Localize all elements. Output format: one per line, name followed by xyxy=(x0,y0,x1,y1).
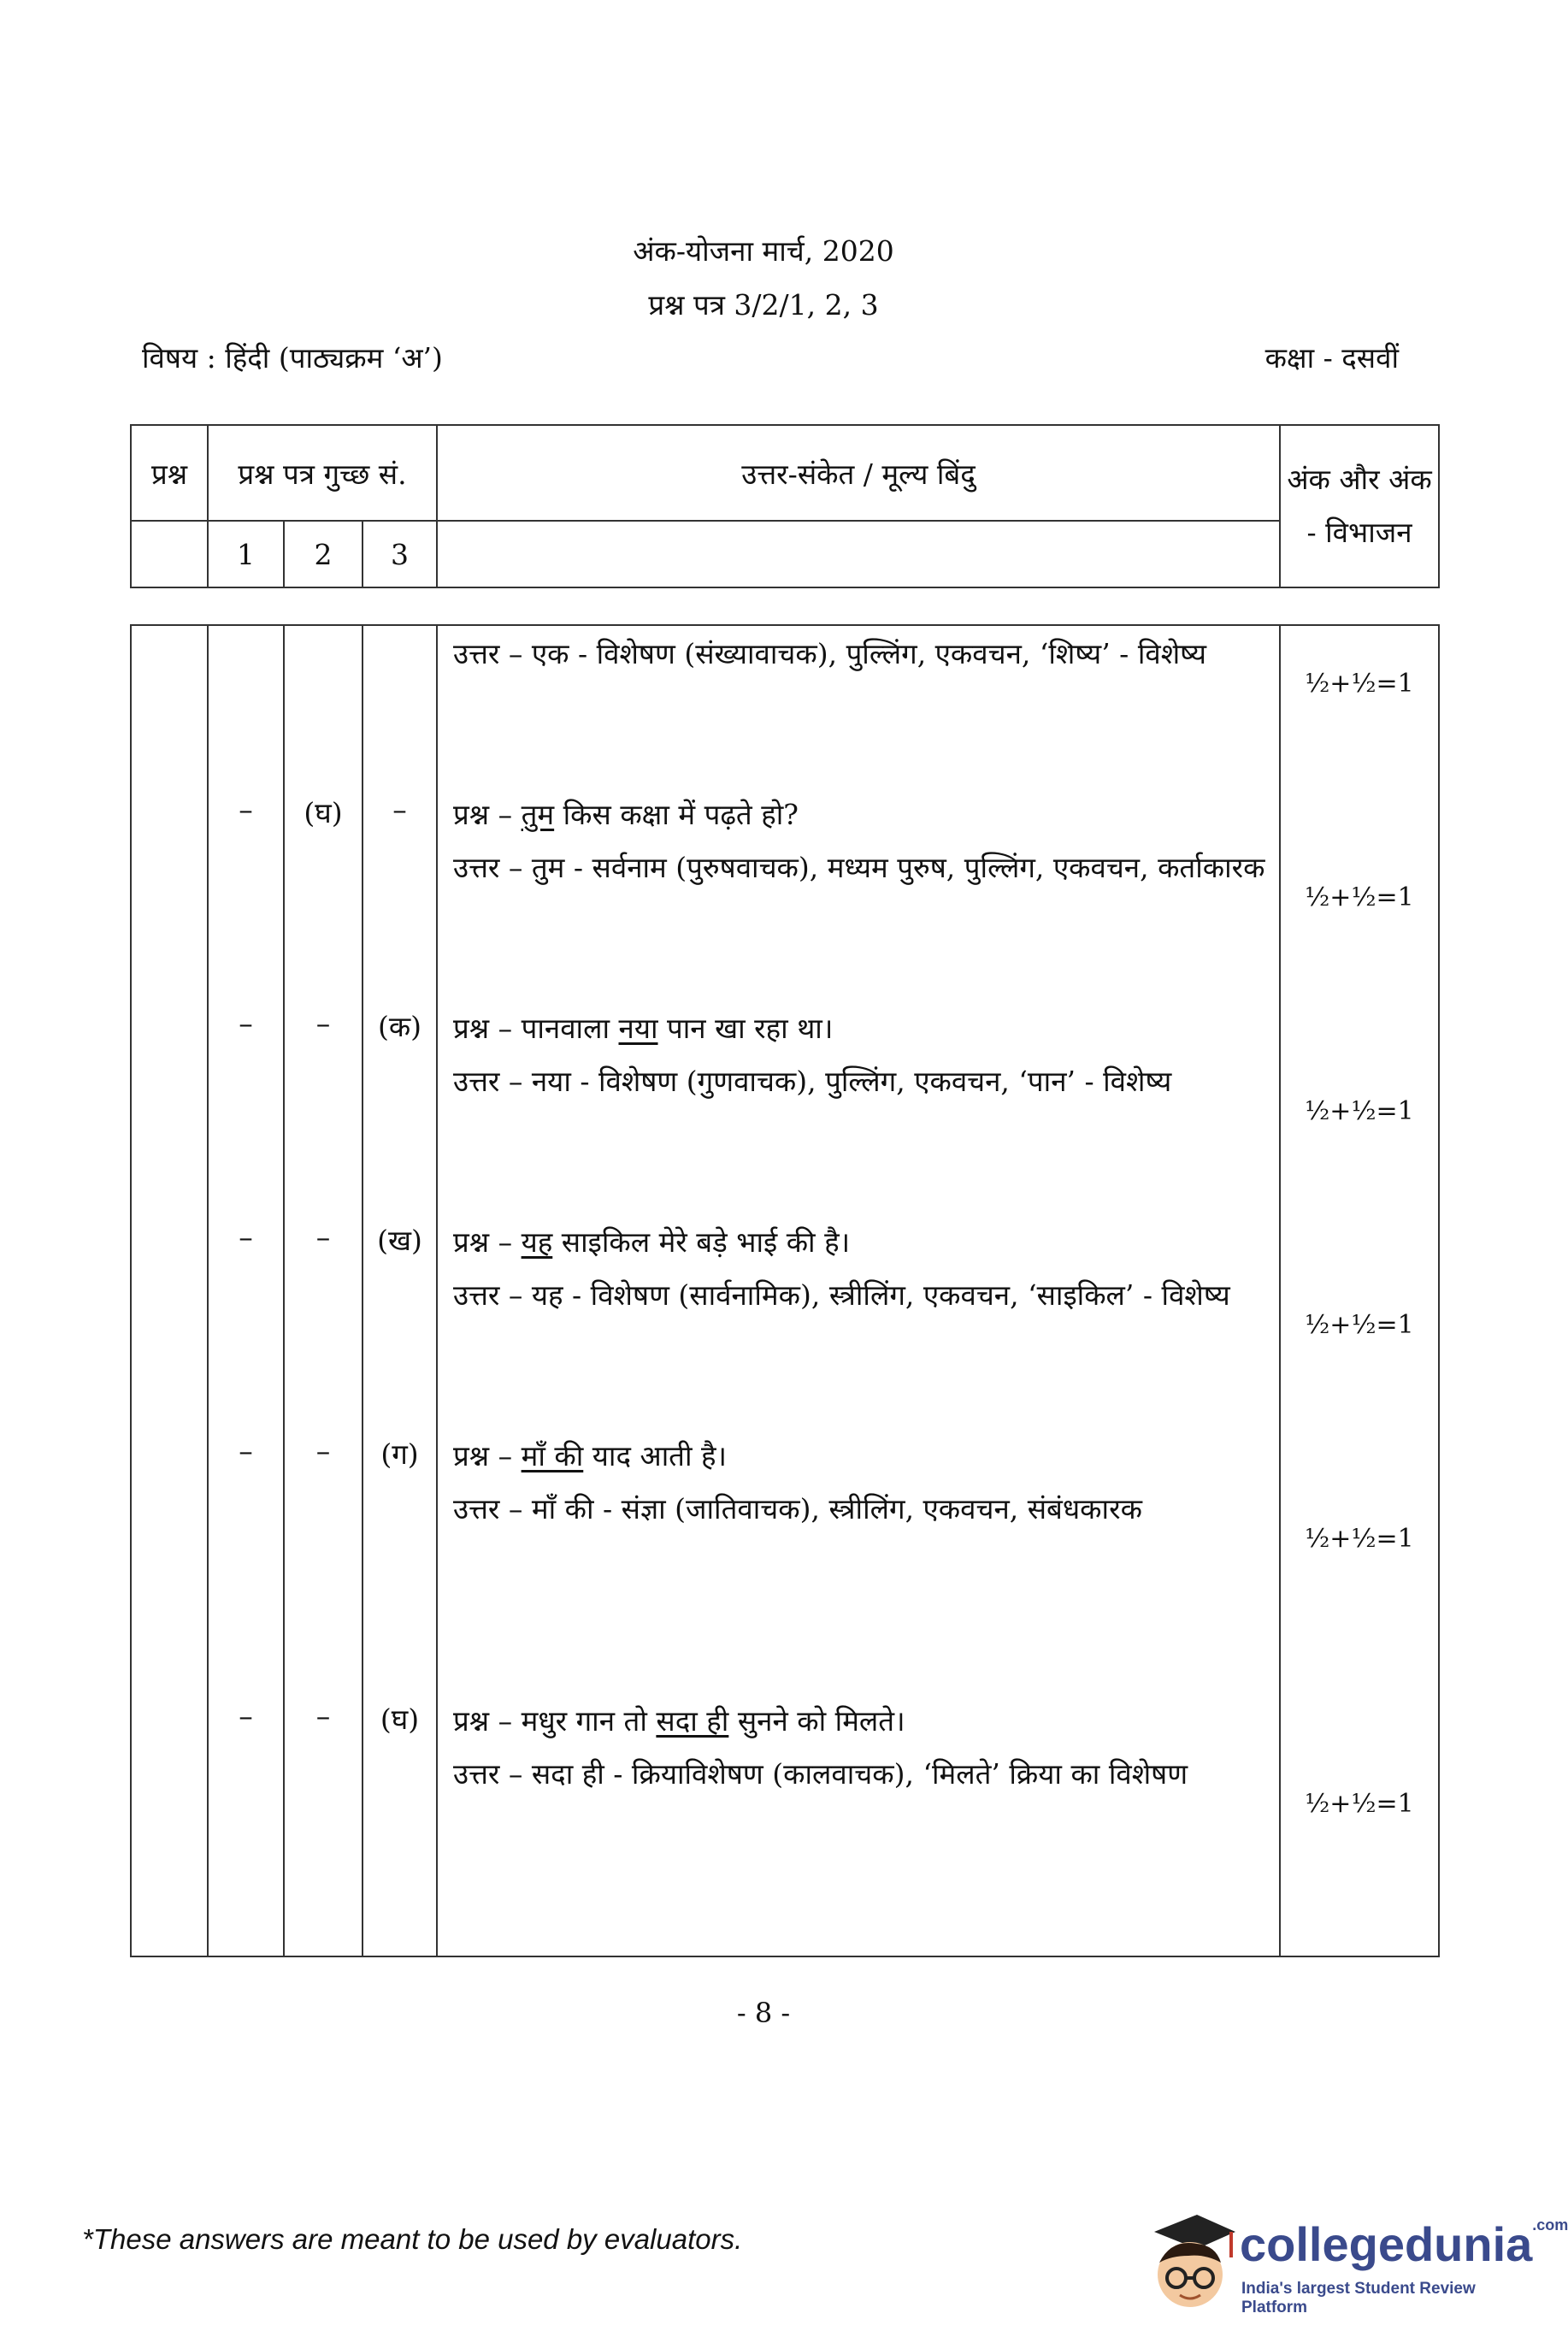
question-text: प्रश्न – यह साइकिल मेरे बड़े भाई की है। xyxy=(453,1225,851,1259)
page-number: - 8 - xyxy=(736,1997,791,2029)
set1-mark: – xyxy=(239,1434,253,1467)
question-column xyxy=(131,625,208,1956)
list-item xyxy=(453,1002,1267,1108)
set1-mark: – xyxy=(239,1699,253,1732)
col-answer: उत्तर-संकेत / मूल्य बिंदु xyxy=(437,425,1280,521)
marks-value: ½+½=1 xyxy=(1305,1096,1414,1126)
answer-column xyxy=(437,625,1280,1956)
logo-wordmark: collegedunia$^{.com}$ xyxy=(1240,2216,1568,2271)
set3-mark: (ख) xyxy=(377,1224,422,1257)
answer-table xyxy=(130,624,1440,1957)
question-text: प्रश्न – मधुर गान तो सदा ही सुनने को मिलते। xyxy=(453,1704,905,1738)
col-marks: अंक और अंक - विभाजन xyxy=(1280,425,1439,587)
answer-text: उत्तर – तुम - सर्वनाम (पुरुषवाचक), मध्यम पुरुष, पुल्लिंग, एकवचन, कर्ताकारक xyxy=(453,851,1265,884)
set3-mark: (ग) xyxy=(380,1437,419,1471)
list-item xyxy=(453,1695,1267,1801)
empty-cell xyxy=(131,521,208,587)
marks-value: ½+½=1 xyxy=(1305,1310,1414,1340)
answer-text: उत्तर – सदा ही - क्रियाविशेषण (कालवाचक), ‘मिलते’ क्रिया का विशेषण xyxy=(453,1757,1188,1791)
set1-mark: – xyxy=(239,1220,253,1254)
collegedunia-logo xyxy=(1137,2206,1568,2317)
set3-mark: (क) xyxy=(377,1010,422,1043)
set2-mark: – xyxy=(315,1699,331,1732)
set2-column xyxy=(284,625,363,1956)
answer-text: उत्तर – यह - विशेषण (सार्वनामिक), स्त्रीलिंग, एकवचन, ‘साइकिल’ - विशेष्य xyxy=(453,1278,1230,1312)
set3-mark: (घ) xyxy=(380,1703,420,1736)
answer-text: उत्तर – नया - विशेषण (गुणवाचक), पुल्लिंग, एकवचन, ‘पान’ - विशेष्य xyxy=(453,1065,1172,1098)
set-number: 1 xyxy=(208,521,284,587)
set1-mark: – xyxy=(239,793,253,826)
logo-tagline: India's largest Student Review Platform xyxy=(1241,2280,1476,2316)
footnote: *These answers are meant to be used by evaluators. xyxy=(82,2223,743,2255)
marks-column xyxy=(1280,625,1439,1956)
subject-label: विषय : हिंदी (पाठ्यक्रम ‘अ’) xyxy=(142,341,443,375)
list-item xyxy=(453,628,1267,681)
empty-cell xyxy=(437,521,1280,587)
set2-mark: – xyxy=(315,1434,331,1467)
set3-column xyxy=(363,625,437,1956)
page-title: अंक-योजना मार्च, 2020 xyxy=(633,234,894,268)
marks-value: ½+½=1 xyxy=(1305,1524,1414,1554)
set-number: 2 xyxy=(284,521,363,587)
question-text: प्रश्न – पानवाला नया पान खा रहा था। xyxy=(453,1012,834,1045)
list-item xyxy=(453,788,1267,894)
set3-mark: – xyxy=(392,793,407,826)
col-set: प्रश्न पत्र गुच्छ सं. xyxy=(208,425,437,521)
answer-text: उत्तर – एक - विशेषण (संख्यावाचक), पुल्लिंग, एकवचन, ‘शिष्य’ - विशेष्य xyxy=(453,637,1207,670)
marks-value: ½+½=1 xyxy=(1305,1789,1414,1819)
set2-mark: (घ) xyxy=(304,796,343,829)
class-label: कक्षा - दसवीं xyxy=(1264,341,1399,375)
marks-value: ½+½=1 xyxy=(1305,882,1414,912)
set1-mark: – xyxy=(239,1006,253,1040)
marks-value: ½+½=1 xyxy=(1305,669,1414,699)
question-text: प्रश्न – तुम किस कक्षा में पढ़ते हो? xyxy=(453,798,799,831)
list-item xyxy=(453,1216,1267,1322)
answer-text: उत्तर – माँ की - संज्ञा (जातिवाचक), स्त्रीलिंग, एकवचन, संबंधकारक xyxy=(453,1492,1142,1525)
table-header xyxy=(130,424,1440,588)
set1-column xyxy=(208,625,284,1956)
list-item xyxy=(453,1430,1267,1536)
set-number: 3 xyxy=(363,521,437,587)
set2-mark: – xyxy=(315,1220,331,1254)
set2-mark: – xyxy=(315,1006,331,1040)
question-text: प्रश्न – माँ की याद आती है। xyxy=(453,1439,728,1472)
col-question: प्रश्न xyxy=(131,425,208,521)
mascot-icon xyxy=(1137,2206,1240,2317)
paper-code: प्रश्न पत्र 3/2/1, 2, 3 xyxy=(648,288,879,322)
